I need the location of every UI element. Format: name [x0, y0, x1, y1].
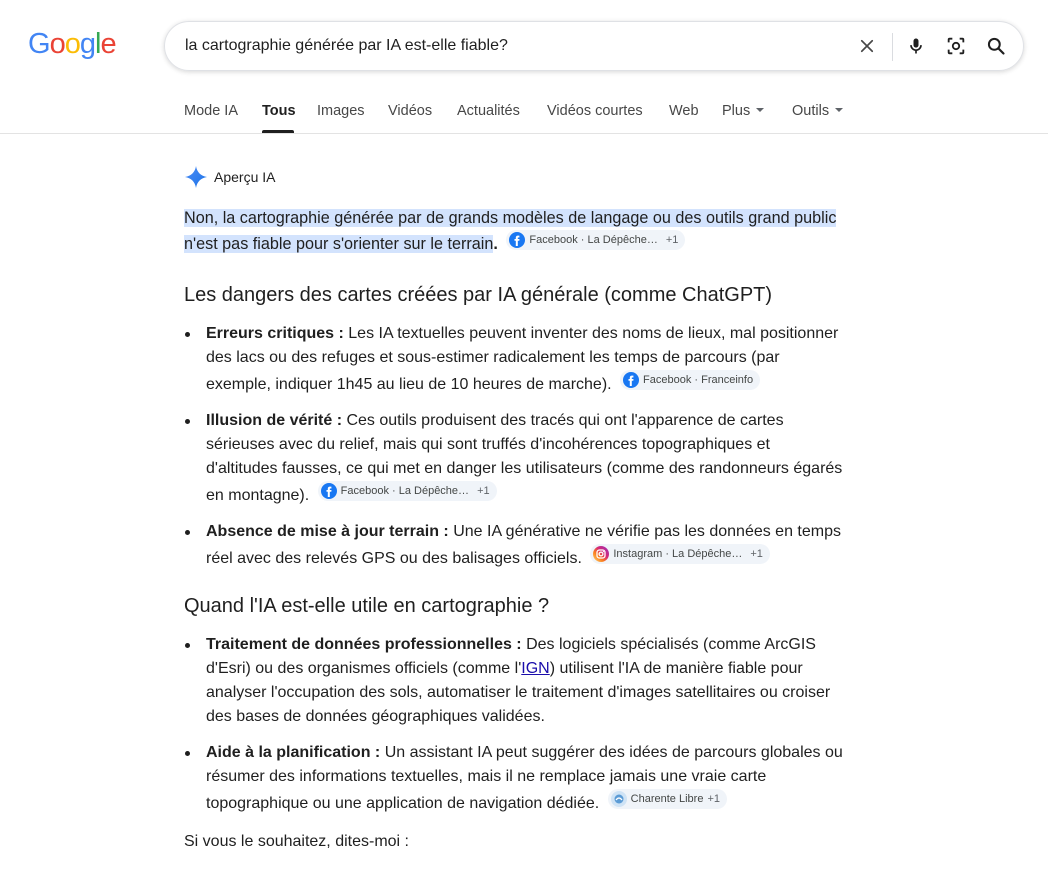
tab-images[interactable]: Images [317, 103, 365, 119]
summary-highlight: Non, la cartographie générée par de grands modèles de langage ou des outils grand public n'est pas fiable pour s'orienter sur le terrain [184, 209, 837, 253]
list-item [184, 633, 844, 729]
charente-libre-icon [611, 791, 627, 807]
source-chip[interactable] [318, 481, 497, 501]
item-title: Absence de mise à jour terrain : [206, 523, 449, 540]
source-chip[interactable] [590, 544, 770, 564]
list-item [184, 520, 844, 571]
list-item [184, 322, 844, 397]
item-text: Un assistant IA peut suggérer des idées de parcours globales ou résumer des informations textuelles, mais il ne remplace jamais une vraie carte topographique ou une application de navigation dédiée. [206, 744, 843, 812]
list-item [184, 741, 844, 816]
ai-overview-header [184, 164, 844, 190]
chip-label: Charente Libre [630, 793, 704, 805]
logo-letter: g [79, 28, 95, 60]
header-divider [0, 133, 1048, 134]
tab-plus[interactable] [722, 103, 764, 119]
facebook-icon [509, 232, 525, 248]
google-logo[interactable] [28, 28, 116, 61]
source-chip[interactable] [506, 230, 685, 250]
tab-videos[interactable]: Vidéos [388, 103, 433, 119]
search-divider [892, 33, 893, 61]
section-heading: Quand l'IA est-elle utile en cartographie ? [184, 595, 550, 617]
logo-letter: o [49, 28, 65, 60]
tab-outils[interactable] [792, 103, 843, 119]
facebook-icon [321, 483, 337, 499]
chevron-down-icon [835, 108, 843, 112]
chip-more: +1 [477, 485, 490, 497]
chip-label: Facebook · La Dépêche… [529, 234, 658, 246]
search-box [164, 21, 1024, 71]
section-heading: Les dangers des cartes créées par IA générale (comme ChatGPT) [184, 284, 773, 306]
chip-label: Facebook · La Dépêche… [340, 485, 470, 497]
ign-link[interactable]: IGN [521, 660, 550, 677]
tab-actualites[interactable]: Actualités [457, 103, 520, 119]
chip-label: Instagram · La Dépêche… [613, 548, 743, 560]
logo-letter: l [94, 28, 101, 60]
item-text: Les IA textuelles peuvent inventer des noms de lieux, mal positionner des lacs ou des refuges et sous-estimer radicalement les temps de parcours (par exemple, indiquer 1h45 au lieu de 10 heures de marche). [206, 325, 839, 393]
gemini-sparkle-icon [184, 165, 208, 189]
item-text: Des logiciels spécialisés (comme ArcGIS d'Esri) ou des organismes officiels (comme l' [206, 636, 816, 677]
tab-plus-label: Plus [722, 103, 751, 119]
clear-icon[interactable] [854, 33, 880, 59]
logo-letter: G [28, 28, 50, 60]
facebook-icon [623, 372, 639, 388]
list-item [184, 409, 844, 508]
dangers-list [184, 322, 844, 571]
logo-letter: e [100, 28, 116, 60]
logo-letter: o [64, 28, 80, 60]
tab-videos-courtes[interactable]: Vidéos courtes [547, 103, 643, 119]
search-input[interactable] [185, 35, 825, 57]
summary-period: . [493, 235, 498, 253]
ai-summary [184, 206, 844, 256]
tab-mode-ia[interactable]: Mode IA [184, 103, 238, 119]
item-text: Une IA générative ne vérifie pas les données en temps réel avec des relevés GPS ou des balisages officiels. [206, 523, 841, 567]
lens-camera-icon[interactable] [943, 33, 969, 59]
chip-label: Facebook · Franceinfo [643, 374, 754, 386]
chip-more: +1 [707, 793, 720, 805]
search-icon[interactable] [983, 33, 1009, 59]
instagram-icon [593, 546, 609, 562]
microphone-icon[interactable] [903, 33, 929, 59]
tab-outils-label: Outils [792, 103, 830, 119]
item-text: Ces outils produisent des tracés qui ont l'apparence de cartes sérieuses avec du relief, mais qui sont truffés d'incohérences topographiques et d'altitudes fausses, ce qui met en danger les utilisateurs (comme des randonneurs égarés en montagne). [206, 412, 843, 504]
ai-overview [184, 164, 844, 854]
item-title: Aide à la planification : [206, 744, 381, 761]
outro-text: Si vous le souhaitez, dites-moi : [184, 833, 409, 850]
item-title: Illusion de vérité : [206, 412, 343, 429]
ai-overview-title: Aperçu IA [214, 169, 276, 185]
chip-more: +1 [665, 234, 679, 246]
source-chip[interactable] [620, 370, 760, 390]
chip-more: +1 [750, 548, 763, 560]
source-chip[interactable] [608, 789, 727, 809]
item-title: Traitement de données professionnelles : [206, 636, 522, 653]
tab-tous[interactable]: Tous [262, 103, 296, 119]
item-title: Erreurs critiques : [206, 325, 344, 342]
chevron-down-icon [756, 108, 764, 112]
useful-list [184, 633, 844, 816]
tab-web[interactable]: Web [669, 103, 699, 119]
item-text: ) utilisent l'IA de manière fiable pour analyser l'occupation des sols, automatiser le traitement d'images satellitaires ou croiser des bases de données géographiques validées. [206, 660, 831, 725]
